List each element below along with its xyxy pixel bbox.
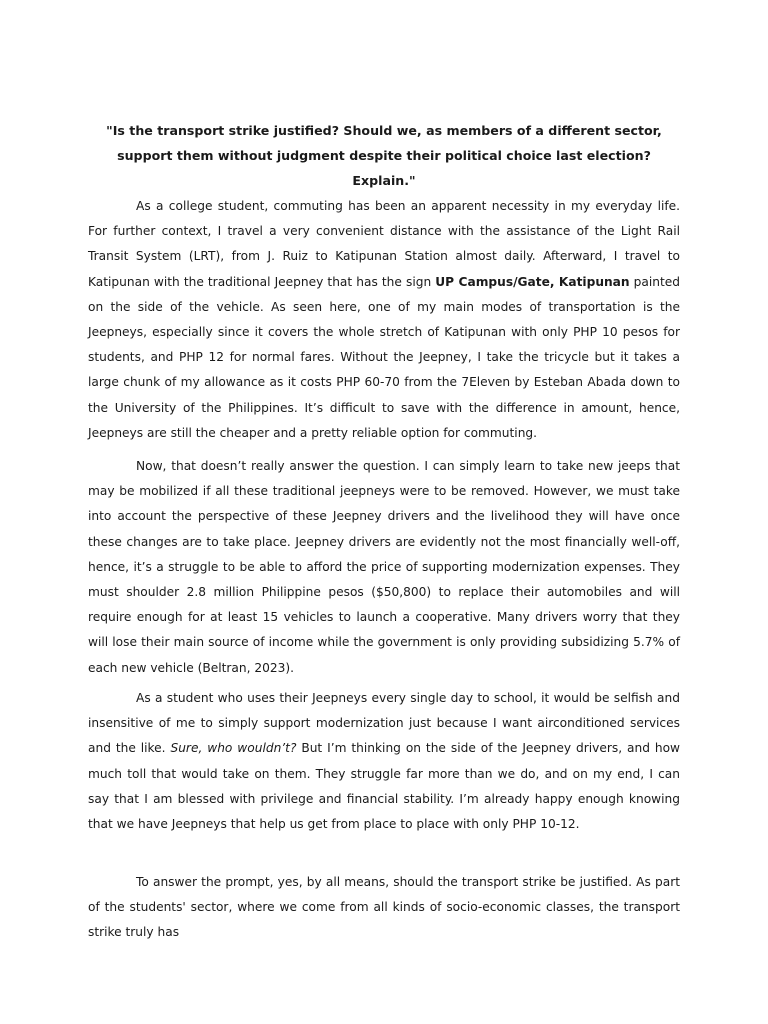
paragraph-2: Now, that doesn’t really answer the question. I can simply learn to take new jeeps that may be mobilized if all these traditional jeepneys were to be removed. However, we must take into account the perspective of these Jeepney drivers and the livelihood they will have once these changes are to take place. Jeepney drivers are evidently not the most financially well-off, hence, it’s a struggle to be able to afford the price of supporting modernization expenses. They must shoulder 2.8 million Philippine pesos ($50,800) to replace their automobiles and will require enough for at least 15 vehicles to launch a cooperative. Many drivers worry that they will lose their main source of income while the government is only providing subsidizing 5.7% of each new vehicle (Beltran, 2023). (88, 459, 680, 675)
paragraph-3-text-b: But I’m thinking on the side of the Jeepney drivers, and how much toll that would take on them. They struggle far more than we do, and on my end, I can say that I am blessed with privilege and financial stability. I’m already happy enough knowing that we have Jeepneys that help us get from place to place with only PHP 10-12. (88, 741, 681, 832)
essay-prompt-title: "Is the transport strike justified? Should we, as members of a different sector, support them without judgment despite their political choice last election? Explain." (106, 123, 662, 188)
paragraph-1-text-b: painted on the side of the vehicle. As seen here, one of my main modes of transportation is the Jeepneys, especially since it covers the whole stretch of Katipunan with only PHP 10 pesos for students, and PHP 12 for normal fares. Without the Jeepney, I take the tricycle but it takes a large chunk of my allowance as it costs PHP 60-70 from the 7Eleven by Esteban Abada down to the University of the Philippines. It’s difficult to save with the difference in amount, hence, Jeepneys are still the cheaper and a pretty reliable option for commuting. (88, 274, 680, 440)
paragraph-4: To answer the prompt, yes, by all means, should the transport strike be justified. As part of the students' sector, where we come from all kinds of socio-economic classes, the transport strike truly has (88, 875, 680, 940)
italic-aside: Sure, who wouldn’t? (170, 741, 297, 756)
jeepney-sign-text: UP Campus/Gate, Katipunan (435, 274, 630, 289)
paragraph-1-text-a: As a college student, commuting has been an apparent necessity in my everyday life. For further context, I travel a very convenient distance with the assistance of the Light Rail Transit System (LRT), from J. Ruiz to Katipunan Station almost daily. Afterward, I travel to Katipunan with the traditional Jeepney that has the sign (88, 199, 680, 289)
paragraph-3-text-a: As a student who uses their Jeepneys every single day to school, it would be selfish and insensitive of me to simply support modernization just because I want airconditioned services and the like. (88, 691, 680, 756)
paragraph-1 (88, 194, 680, 446)
paragraph-3 (88, 686, 680, 837)
